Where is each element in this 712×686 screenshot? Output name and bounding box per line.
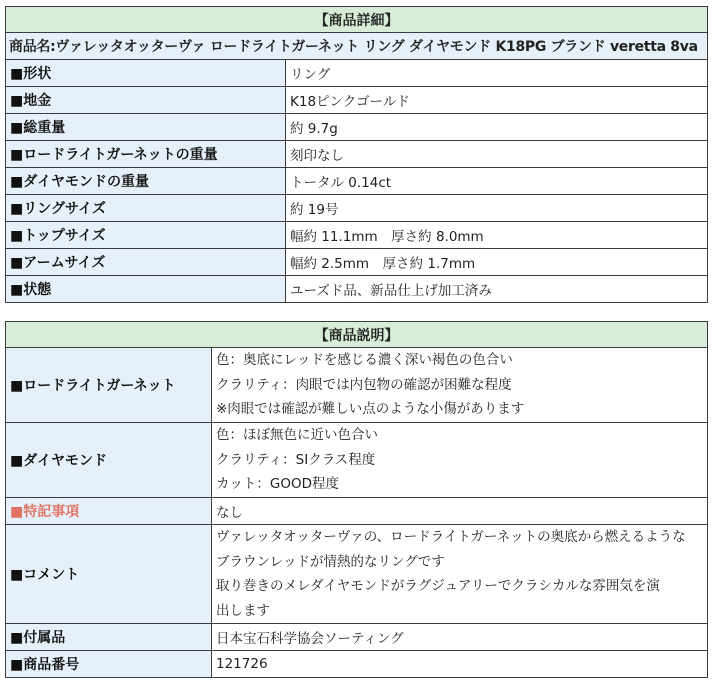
shape-label: ■形状 <box>6 60 286 87</box>
table-row <box>6 498 708 525</box>
table-row <box>6 651 708 678</box>
table-row <box>6 60 708 87</box>
top-size-value: 幅約 11.1mm 厚さ約 8.0mm <box>286 222 708 249</box>
arm-size-label: ■アームサイズ <box>6 249 286 276</box>
comment-text <box>212 525 708 624</box>
condition-label: ■状態 <box>6 276 286 303</box>
arm-size-value: 幅約 2.5mm 厚さ約 1.7mm <box>286 249 708 276</box>
total-weight-value: 約 9.7g <box>286 114 708 141</box>
special-notes-value: なし <box>212 498 708 525</box>
item-number-value: 121726 <box>212 651 708 678</box>
table-row <box>6 114 708 141</box>
ring-size-label: ■リングサイズ <box>6 195 286 222</box>
diamond-weight-label: ■ダイヤモンドの重量 <box>6 168 286 195</box>
comment-line: ヴァレッタオッターヴァの、ロードライトガーネットの奥底から燃えるような <box>216 529 686 545</box>
table-row <box>6 348 708 423</box>
comment-line: 出します <box>216 602 270 619</box>
garnet-weight-value: 刻印なし <box>286 141 708 168</box>
table-row <box>6 87 708 114</box>
diamond-label: ■ダイヤモンド <box>6 423 212 498</box>
condition-value: ユーズド品、新品仕上げ加工済み <box>286 276 708 303</box>
diamond-cut: カット：GOOD程度 <box>216 476 339 493</box>
product-title: 商品名:ヴァレッタオッターヴァ ロードライトガーネット リング ダイヤモンド K18PG ブランド veretta 8va <box>6 33 708 60</box>
diamond-clarity: クラリティ：SIクラス程度 <box>216 451 376 468</box>
table-row <box>6 222 708 249</box>
top-size-label: ■トップサイズ <box>6 222 286 249</box>
table-row <box>6 525 708 624</box>
metal-label: ■地金 <box>6 87 286 114</box>
ring-size-value: 約 19号 <box>286 195 708 222</box>
description-table <box>5 321 708 678</box>
table-row <box>6 168 708 195</box>
details-table <box>5 6 708 303</box>
garnet-description <box>212 348 708 423</box>
special-notes-label: ■特記事項 <box>6 498 212 525</box>
comment-line: 取り巻きのメレダイヤモンドがラグジュアリーでクラシカルな雰囲気を演 <box>216 578 660 594</box>
table-row <box>6 195 708 222</box>
description-header: 【商品説明】 <box>6 322 708 348</box>
table-row <box>6 423 708 498</box>
table-row <box>6 141 708 168</box>
diamond-weight-value: トータル 0.14ct <box>286 168 708 195</box>
table-row <box>6 276 708 303</box>
metal-value: K18ピンクゴールド <box>286 87 708 114</box>
garnet-color: 色：奥底にレッドを感じる濃く深い褐色の色合い <box>216 352 513 369</box>
table-row <box>6 249 708 276</box>
diamond-description <box>212 423 708 498</box>
accessories-value: 日本宝石科学協会ソーティング <box>212 624 708 651</box>
garnet-weight-label: ■ロードライトガーネットの重量 <box>6 141 286 168</box>
garnet-note: ※肉眼では確認が難しい点のような小傷があります <box>216 401 525 418</box>
details-header: 【商品詳細】 <box>6 7 708 33</box>
table-row <box>6 624 708 651</box>
garnet-label: ■ロードライトガーネット <box>6 348 212 423</box>
comment-line: ブラウンレッドが情熱的なリングです <box>216 553 445 570</box>
accessories-label: ■付属品 <box>6 624 212 651</box>
diamond-color: 色：ほぼ無色に近い色合い <box>216 427 378 444</box>
shape-value: リング <box>286 60 708 87</box>
comment-label: ■コメント <box>6 525 212 624</box>
item-number-label: ■商品番号 <box>6 651 212 678</box>
garnet-clarity: クラリティ：肉眼では内包物の確認が困難な程度 <box>216 376 512 393</box>
total-weight-label: ■総重量 <box>6 114 286 141</box>
